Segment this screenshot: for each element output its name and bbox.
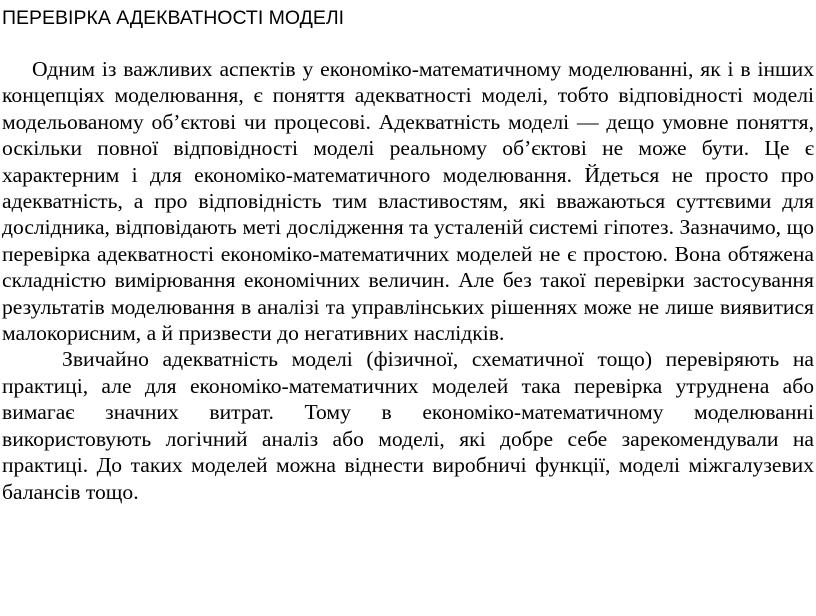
paragraph-adequacy-concept: Одним із важливих аспектів у економіко-математичному моделюванні, як і в інших концепціях моделювання, є поняття адекватності моделі, тобто відповідності моделі модельованому об’єктові чи процесові. Адекватність моделі — дещо умовне поняття, оскільки повної відповідності моделі реальному об’єктові не може бути. Це є характерним і для економіко-математичного моделювання. Йдеться не просто про адекватність, а про відповідність тим властивостям, які вважаються суттєвими для дослідника, відповідають меті дослідження та усталеній системі гіпотез. Зазначимо, що перевірка адекватності економіко-математичних моделей не є простою. Вона обтяжена складністю вимірювання економічних величин. Але без такої перевірки застосування результатів моделювання в аналізі та управлінських рішеннях може не лише виявитися малокорисним, а й призвести до негативних наслідків.	[2, 57, 814, 346]
document-title: ПЕРЕВІРКА АДЕКВАТНОСТІ МОДЕЛІ	[2, 7, 345, 29]
paragraph-adequacy-verification: Звичайно адекватність моделі (фізичної, схематичної тощо) перевіряють на практиці, але для економіко-математичних моделей така перевірка утруднена або вимагає значних витрат. Тому в економіко-математичному моделюванні використовують логічний аналіз або моделі, які добре себе зарекомендували на практиці. До таких моделей можна віднести виробничі функції, моделі міжгалузевих балансів тощо.	[2, 347, 814, 504]
